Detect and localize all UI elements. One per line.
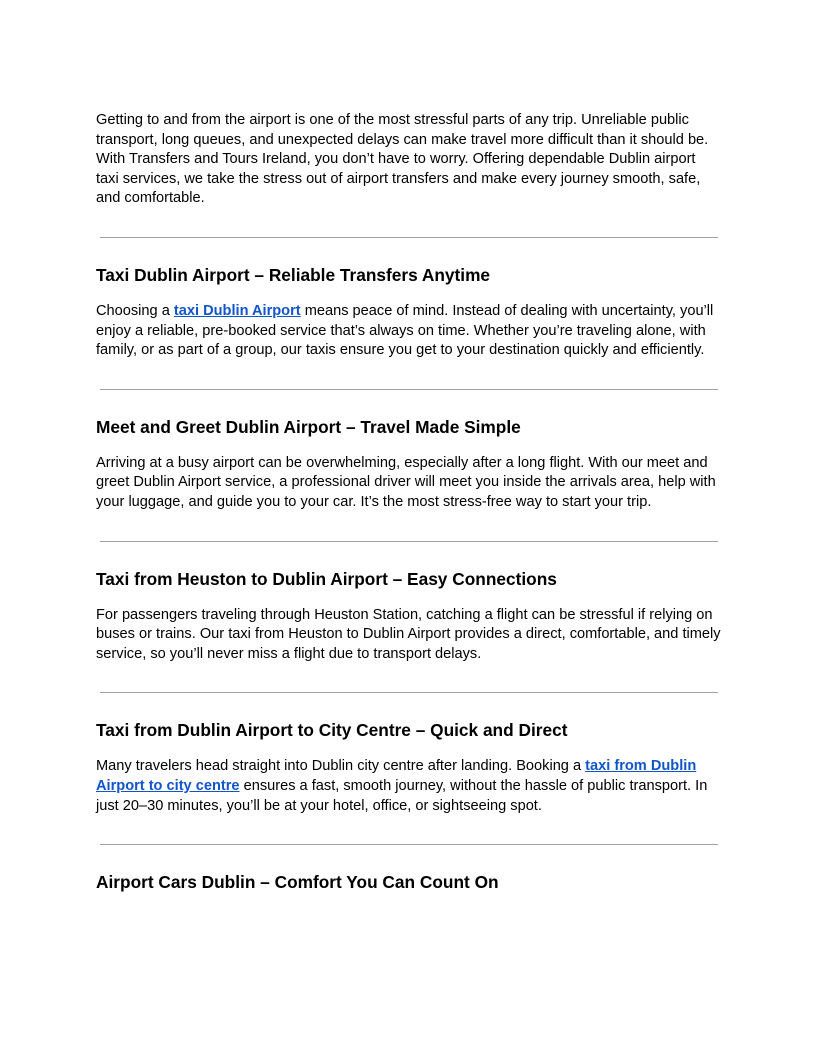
section-divider [100, 692, 718, 693]
section-paragraph-meet-and-greet: Arriving at a busy airport can be overwhelming, especially after a long flight. With our meet and greet Dublin Airport service, a professional driver will meet you inside the arrivals area, help with your luggage, and guide you to your car. It’s the most stress-free way to start your trip. [96, 454, 716, 510]
section-paragraph-taxi-from-heuston: For passengers traveling through Heuston Station, catching a flight can be stressful if relying on buses or trains. Our taxi from Heuston to Dublin Airport provides a direct, comfortable, and timely service, so you’ll never miss a flight due to transport delays. [96, 606, 721, 662]
section-divider [100, 541, 718, 542]
section-heading-meet-and-greet: Meet and Greet Dublin Airport – Travel Made Simple [96, 416, 521, 437]
section-paragraph-taxi-dublin-airport [96, 302, 722, 361]
paragraph-text: ensures a fast, smooth journey, without the hassle of public transport. In just 20–30 minutes, you’ll be at your hotel, office, or sightseeing spot. [96, 777, 708, 814]
paragraph-text: Choosing a [96, 302, 174, 319]
section-heading-airport-cars-dublin: Airport Cars Dublin – Comfort You Can Count On [96, 872, 499, 893]
paragraph-text: means peace of mind. Instead of dealing with uncertainty, you’ll enjoy a reliable, pre-booked service that’s always on time. Whether you’re traveling alone, with family, or as part of a group, our taxis ensure you get to your destination quickly and efficiently. [96, 302, 714, 359]
intro-paragraph: Getting to and from the airport is one of the most stressful parts of any trip. Unreliable public transport, long queues, and unexpected delays can make travel more difficult than it should be. With Transfers and Tours Ireland, you don’t have to worry. Offering dependable Dublin airport taxi services, we take the stress out of airport transfers and make every journey smooth, safe, and comfortable. [96, 112, 709, 207]
section-heading-airport-to-city-centre: Taxi from Dublin Airport to City Centre – Quick and Direct [96, 720, 568, 741]
section-paragraph-airport-to-city-centre [96, 757, 722, 816]
section-divider [100, 237, 718, 238]
document-page [96, 111, 722, 909]
paragraph-text: Many travelers head straight into Dublin city centre after landing. Booking a [96, 758, 586, 775]
section-divider [100, 844, 718, 845]
taxi-airport-to-city-centre-link[interactable]: taxi from Dublin Airport to city centre [96, 758, 697, 794]
section-heading-taxi-from-heuston: Taxi from Heuston to Dublin Airport – Easy Connections [96, 568, 557, 589]
section-heading-taxi-dublin-airport: Taxi Dublin Airport – Reliable Transfers Anytime [96, 264, 491, 285]
section-divider [100, 389, 718, 390]
taxi-dublin-airport-link[interactable]: taxi Dublin Airport [173, 302, 301, 319]
